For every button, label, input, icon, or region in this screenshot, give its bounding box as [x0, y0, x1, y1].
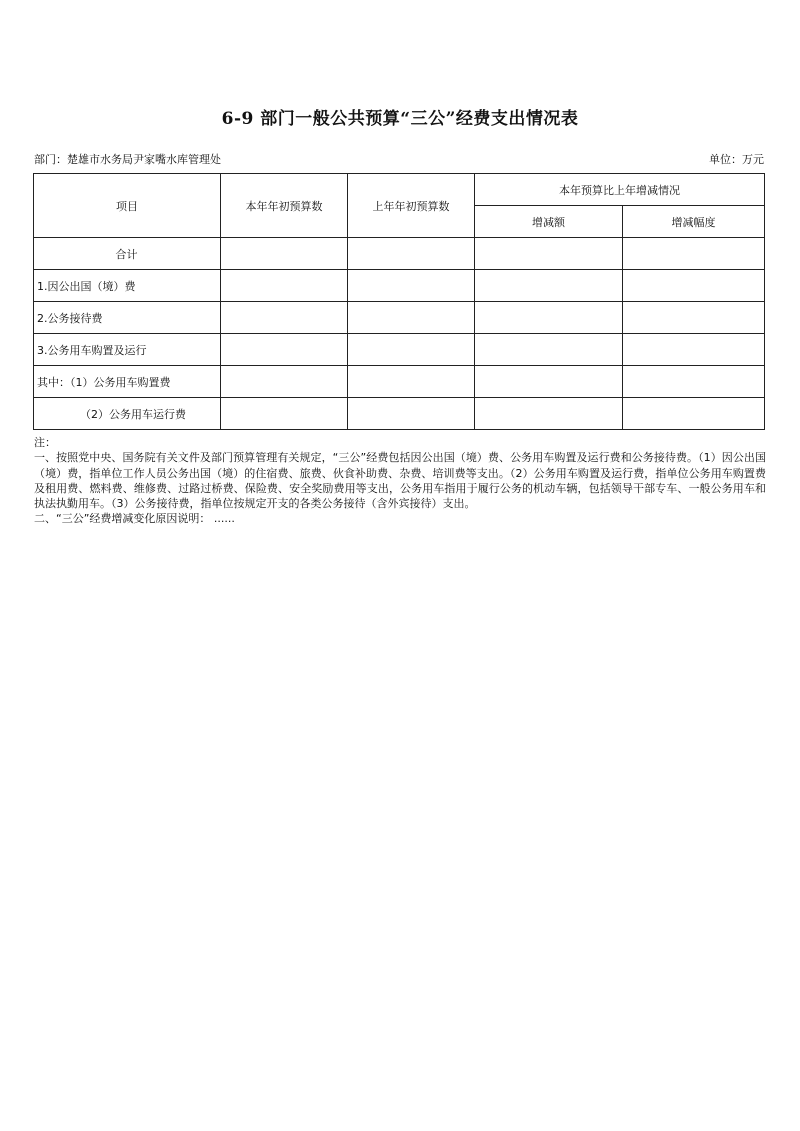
department-label: 部门：楚雄市水务局尹家嘴水库管理处 [34, 153, 221, 166]
cell-amount [475, 302, 623, 334]
notes-section [34, 435, 766, 527]
table-row [34, 366, 765, 398]
table-header-row [34, 174, 765, 206]
cell-rate [623, 270, 765, 302]
row-label: 2.公务接待费 [34, 302, 221, 334]
cell-last [348, 270, 475, 302]
cell-last [348, 334, 475, 366]
row-label: 3.公务用车购置及运行 [34, 334, 221, 366]
header-item: 项目 [34, 174, 221, 238]
cell-last [348, 302, 475, 334]
row-label: （2）公务用车运行费 [34, 398, 221, 430]
cell-current [221, 302, 348, 334]
row-label: 其中：（1）公务用车购置费 [34, 366, 221, 398]
table-row [34, 398, 765, 430]
row-label: 1.因公出国（境）费 [34, 270, 221, 302]
header-change-amount: 增减额 [475, 206, 623, 238]
cell-amount [475, 238, 623, 270]
cell-current [221, 270, 348, 302]
table-row [34, 334, 765, 366]
cell-current [221, 398, 348, 430]
notes-paragraph-1: 一、按照党中央、国务院有关文件及部门预算管理有关规定，“三公”经费包括因公出国（境）费、公务用车购置及运行费和公务接待费。（1）因公出国（境）费，指单位工作人员公务出国（境）的住宿费、旅费、伙食补助费、杂费、培训费等支出。（2）公务用车购置及运行费，指单位公务用车购置费及租用费、燃料费、维修费、过路过桥费、保险费、安全奖励费用等支出，公务用车指用于履行公务的机动车辆，包括领导干部专车、一般公务用车和执法执勤用车。（3）公务接待费，指单位按规定开支的各类公务接待（含外宾接待）支出。 [34, 451, 766, 511]
cell-amount [475, 398, 623, 430]
cell-rate [623, 398, 765, 430]
cell-amount [475, 334, 623, 366]
cell-last [348, 398, 475, 430]
cell-rate [623, 238, 765, 270]
cell-amount [475, 366, 623, 398]
cell-rate [623, 334, 765, 366]
cell-current [221, 238, 348, 270]
row-label: 合计 [34, 238, 221, 270]
header-last-budget: 上年年初预算数 [348, 174, 475, 238]
unit-label: 单位：万元 [709, 153, 764, 166]
cell-current [221, 366, 348, 398]
header-current-budget: 本年年初预算数 [221, 174, 348, 238]
table-row [34, 302, 765, 334]
budget-table [33, 173, 765, 430]
notes-paragraph-2: 二、“三公”经费增减变化原因说明： ...... [34, 512, 235, 526]
page-title: 6-9 部门一般公共预算“三公”经费支出情况表 [221, 109, 579, 129]
cell-amount [475, 270, 623, 302]
header-change-group: 本年预算比上年增减情况 [475, 174, 765, 206]
cell-rate [623, 302, 765, 334]
cell-rate [623, 366, 765, 398]
table-row [34, 270, 765, 302]
table-row [34, 238, 765, 270]
cell-current [221, 334, 348, 366]
cell-last [348, 238, 475, 270]
notes-heading: 注： [34, 436, 56, 449]
cell-last [348, 366, 475, 398]
header-change-rate: 增减幅度 [623, 206, 765, 238]
